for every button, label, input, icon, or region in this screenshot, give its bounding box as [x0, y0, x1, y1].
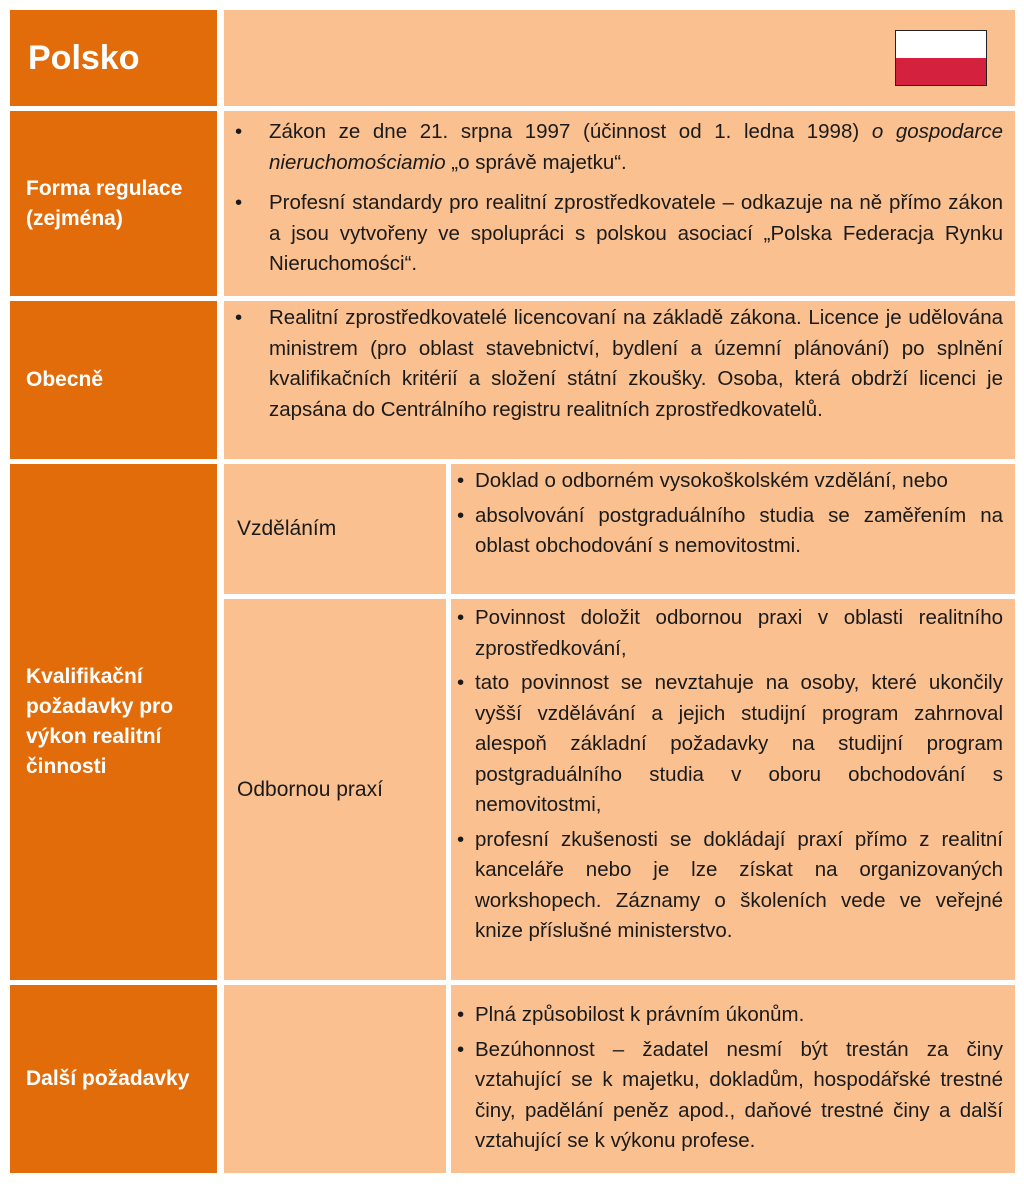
dalsi-label: Další požadavky — [26, 1067, 190, 1090]
vzdelanim-content — [451, 464, 1015, 594]
vzdelanim-item-1: • Doklad o odborném vysokoškolském vzdělání, nebo — [451, 466, 1003, 497]
obecne-label-cell — [10, 301, 217, 459]
kvalifikace-label-cell — [10, 464, 217, 980]
country-title: Polsko — [28, 38, 140, 77]
forma-item-2: • Profesní standardy pro realitní zprostředkovatele – odkazuje na ně přímo zákon a jsou vytvořeny ve spolupráci s polskou asociací „Polska Federacja Rynku Nieruchomości“. — [224, 188, 1003, 280]
praxi-label-cell — [224, 599, 446, 980]
obecne-content — [224, 301, 1015, 459]
obecne-label: Obecně — [26, 368, 104, 391]
obecne-item-1: • Realitní zprostředkovatelé licencovaní na základě zákona. Licence je udělována ministrem (pro oblast stavebnictví, bydlení a územní plánování) po splnění kvalifikačních kritérií a složení státní zkoušky. Osoba, která obdrží licenci je zapsána do Centrálního registru realitních zprostředkovatelů. — [224, 303, 1003, 425]
vzdelanim-label-cell — [224, 464, 446, 594]
vzdelanim-item-2: • absolvování postgraduálního studia se zaměřením na oblast obchodování s nemovitostmi. — [451, 501, 1003, 562]
vzdelanim-label: Vzděláním — [237, 517, 337, 540]
forma-regulace-label: Forma regulace (zejména) — [26, 176, 183, 230]
praxi-item-1: • Povinnost doložit odbornou praxi v oblasti realitního zprostředkování, — [451, 603, 1003, 664]
praxi-item-3: • profesní zkušenosti se dokládají praxí přímo z realitní kanceláře nebo je lze získat na organizovaných workshopech. Záznamy o školeních vede ve veřejné knize příslušné ministerstvo. — [451, 825, 1003, 947]
forma-regulace-content — [224, 111, 1015, 296]
forma-item-1: • Zákon ze dne 21. srpna 1997 (účinnost od 1. ledna 1998) o gospodarce nieruchomościamio „o správě majetku“. — [224, 117, 1003, 178]
dalsi-empty-cell — [224, 985, 446, 1173]
dalsi-item-1: • Plná způsobilost k právním úkonům. — [451, 1000, 1003, 1031]
forma-regulace-label-cell — [10, 111, 217, 296]
dalsi-item-2: • Bezúhonnost – žadatel nesmí být trestán za činy vztahující se k majetku, dokladům, hospodářské trestné činy, padělání peněz apod., daňové trestné činy a další vztahující se k výkonu profese. — [451, 1035, 1003, 1157]
poland-flag-icon — [895, 30, 987, 86]
country-title-cell — [10, 10, 217, 106]
dalsi-label-cell — [10, 985, 217, 1173]
praxi-content — [451, 599, 1015, 980]
praxi-label: Odbornou praxí — [237, 777, 383, 801]
kvalifikace-label: Kvalifikační požadavky pro výkon realitní činnosti — [26, 665, 174, 778]
praxi-item-2: • tato povinnost se nevztahuje na osoby, které ukončily vyšší vzdělávání a jejich studijní program zahrnoval alespoň základní požadavky na studijní program postgraduálního studia v oboru obchodování s nemovitostmi, — [451, 668, 1003, 821]
dalsi-content — [451, 985, 1015, 1173]
